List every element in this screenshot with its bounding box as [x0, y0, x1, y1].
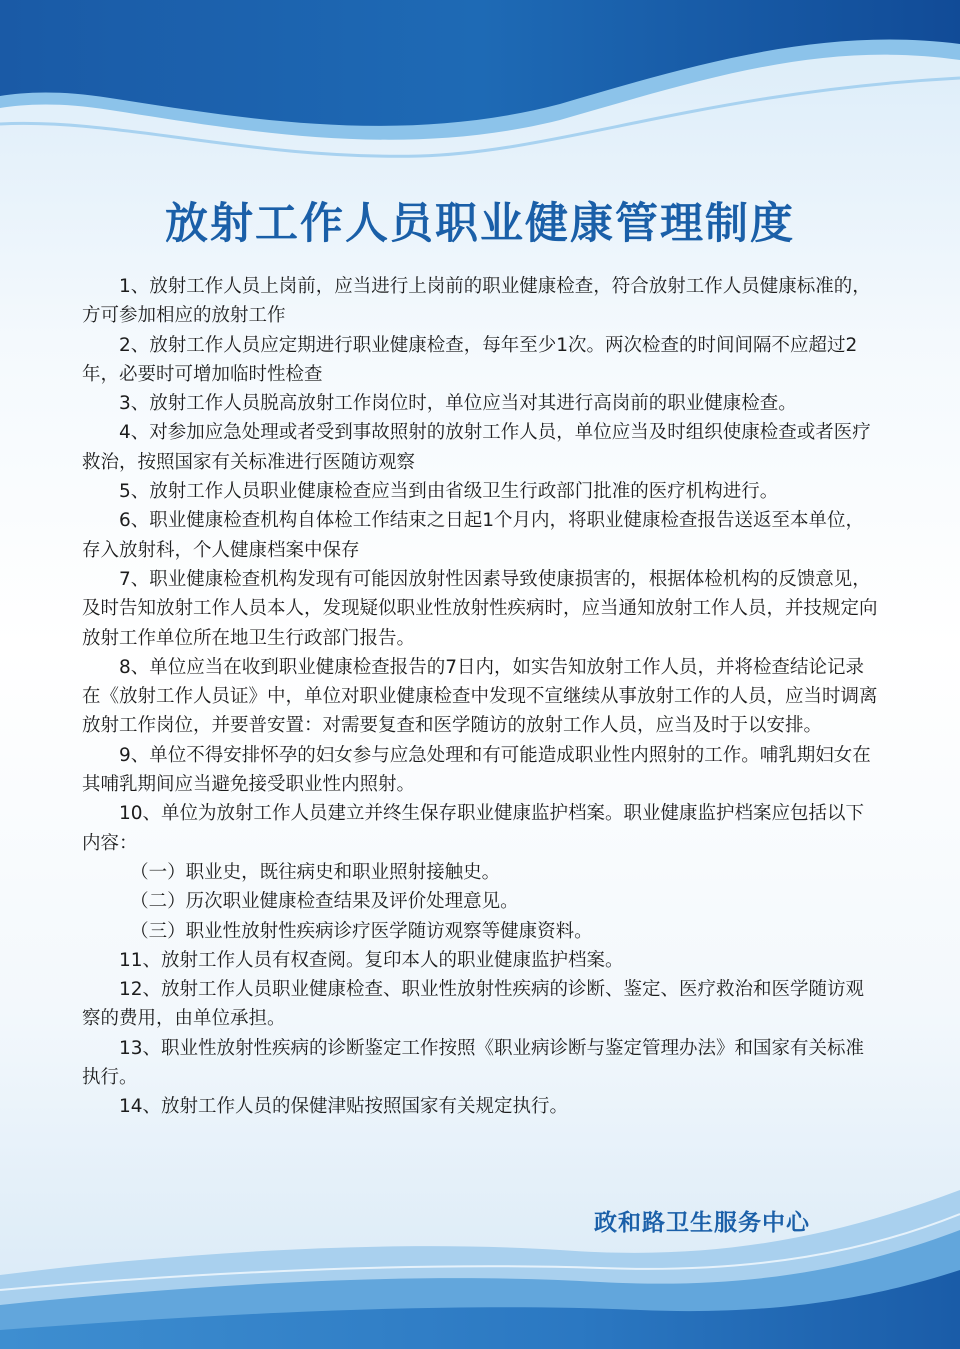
article-9: 9、单位不得安排怀孕的妇女参与应急处理和有可能造成职业性内照射的工作。哺乳期妇女在其哺乳期间应当避免接受职业性内照射。 — [82, 744, 871, 796]
document-title: 放射工作人员职业健康管理制度 — [165, 199, 795, 249]
article-12: 12、放射工作人员职业健康检查、职业性放射性疾病的诊断、鉴定、医疗救治和医学随访观察的费用，由单位承担。 — [82, 979, 865, 1030]
article-4: 4、对参加应急处理或者受到事故照射的放射工作人员，单位应当及时组织使康检查或者医疗救治，按照国家有关标准进行医随访观察 — [82, 422, 871, 473]
article-8: 8、单位应当在收到职业健康检查报告的7日内，如实告知放射工作人员，并将检查结论记录在《放射工作人员证》中，单位对职业健康检查中发现不宣继续从事放射工作的人员，应当时调离放射工作岗位，并要普安置：对需要复查和医学随访的放射工作人员，应当及时于以安排。 — [82, 656, 878, 737]
article-10-item-3: （三）职业性放射性疾病诊疗医学随访观察等健康资料。 — [130, 920, 593, 942]
article-2: 2、放射工作人员应定期进行职业健康检查，每年至少1次。两次检查的时间间隔不应超过2年，必要时可增加临时性检查 — [82, 334, 858, 385]
article-7: 7、职业健康检查机构发现有可能因放射性因素导致使康损害的，根据体检机构的反馈意见，及时告知放射工作人员本人，发现疑似职业性放射性疾病时，应当通知放射工作人员，并技规定向放射工作单位所在地卫生行政部门报告。 — [82, 568, 878, 649]
article-13: 13、职业性放射性疾病的诊断鉴定工作按照《职业病诊断与鉴定管理办法》和国家有关标准执行。 — [82, 1037, 865, 1089]
issuer-name: 政和路卫生服务中心 — [594, 1210, 810, 1236]
article-5: 5、放射工作人员职业健康检查应当到由省级卫生行政部门批准的医疗机构进行。 — [119, 481, 779, 503]
article-1: 1、放射工作人员上岗前，应当进行上岗前的职业健康检查，符合放射工作人员健康标准的，方可参加相应的放射工作 — [82, 276, 871, 327]
article-3: 3、放射工作人员脱高放射工作岗位时，单位应当对其进行高岗前的职业健康检查。 — [119, 393, 797, 415]
article-14: 14、放射工作人员的保健津贴按照国家有关规定执行。 — [119, 1096, 569, 1118]
article-10-item-1: （一）职业史，既往病史和职业照射接触史。 — [130, 861, 501, 883]
article-10-item-2: （二）历次职业健康检查结果及评价处理意见。 — [130, 891, 519, 913]
article-6: 6、职业健康检查机构自体检工作结束之日起1个月内，将职业健康检查报告送返至本单位，存入放射科，个人健康档案中保存 — [82, 510, 865, 561]
article-11: 11、放射工作人员有权查阅。复印本人的职业健康监护档案。 — [119, 949, 624, 971]
document-body — [82, 272, 882, 1122]
article-10: 10、单位为放射工作人员建立并终生保存职业健康监护档案。职业健康监护档案应包括以下内容： — [82, 803, 865, 854]
